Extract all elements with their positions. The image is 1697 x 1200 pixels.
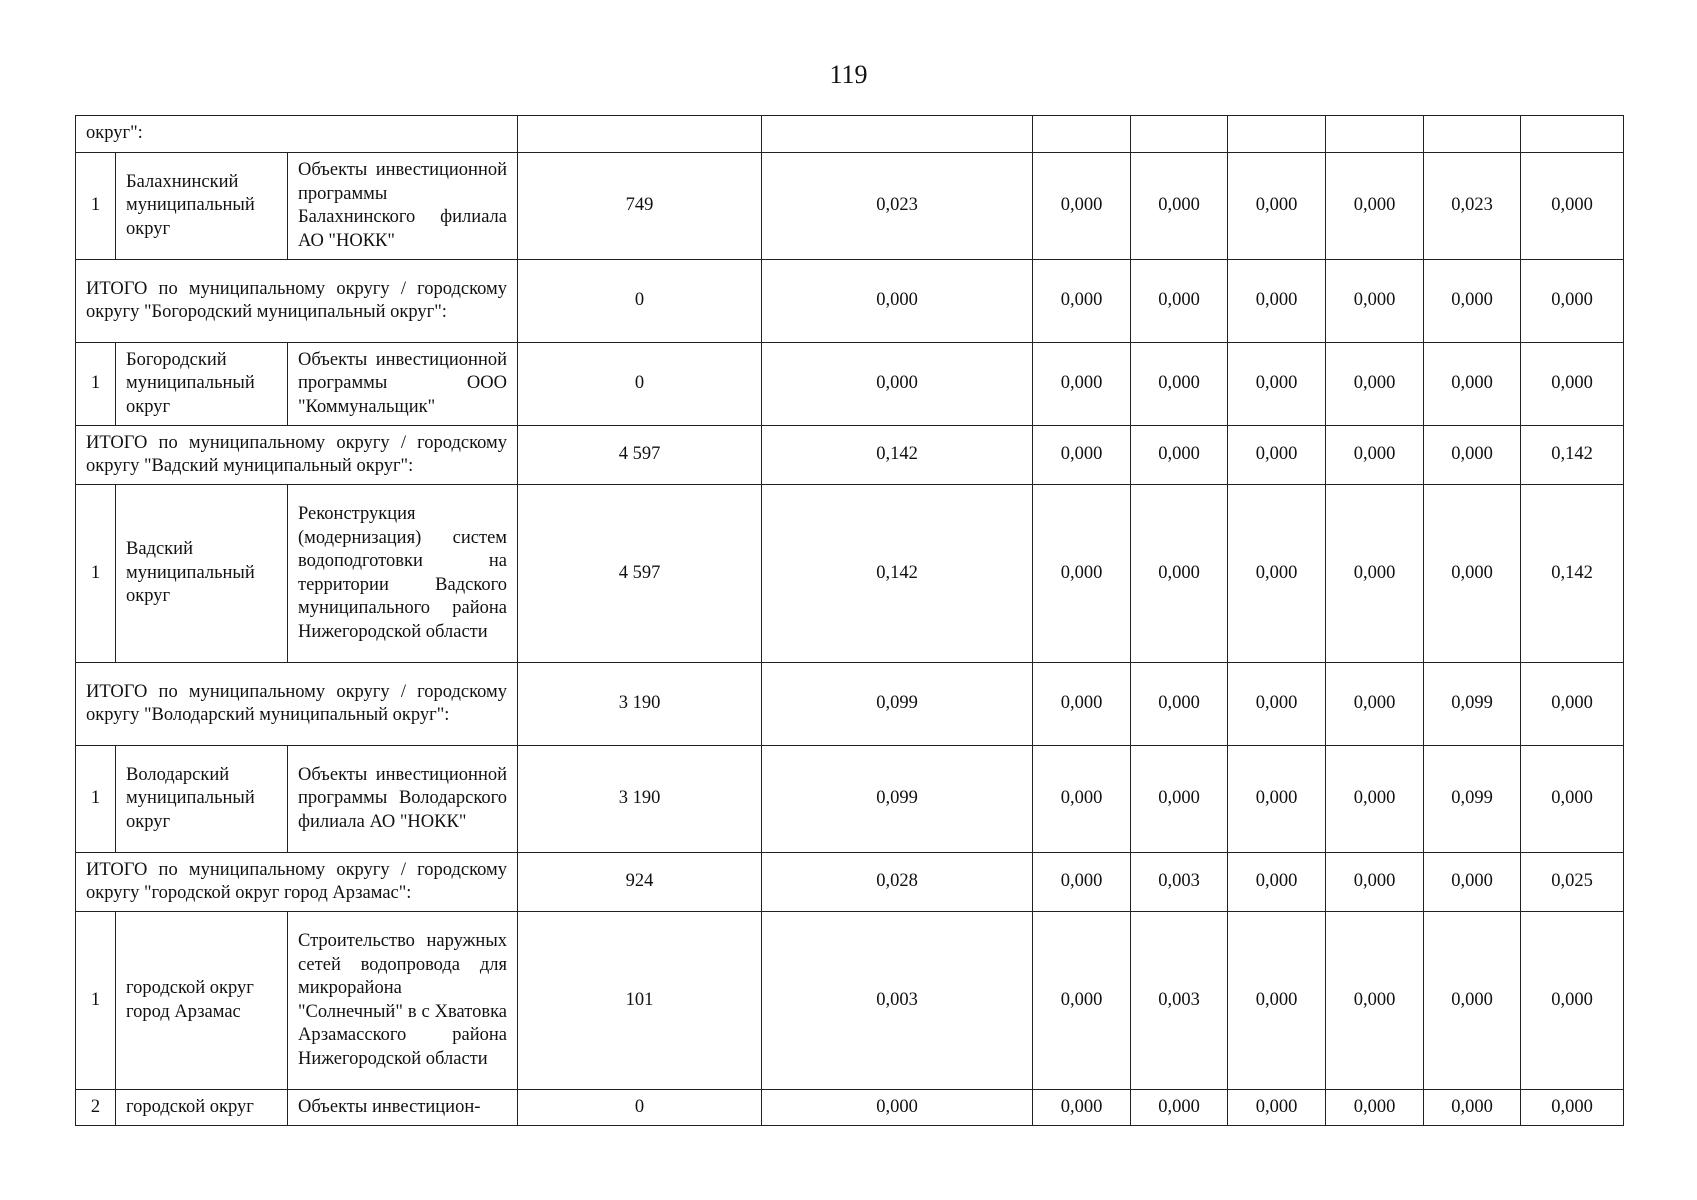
value-cell: 0,000 <box>1521 746 1624 853</box>
page-number: 119 <box>829 60 868 89</box>
value-cell: 0,000 <box>1033 343 1131 426</box>
value-cell <box>518 116 762 153</box>
row-index: 1 <box>76 343 116 426</box>
value-cell: 924 <box>518 853 762 912</box>
value-cell: 0,000 <box>1033 485 1131 663</box>
value-cell: 0,000 <box>1033 426 1131 485</box>
value-cell: 0,000 <box>1131 260 1228 343</box>
value-cell: 0,099 <box>1424 746 1521 853</box>
value-cell: 0,000 <box>1033 746 1131 853</box>
value-cell: 0 <box>518 260 762 343</box>
value-cell: 3 190 <box>518 746 762 853</box>
value-cell: 0,000 <box>762 343 1033 426</box>
value-cell: 0,023 <box>1424 153 1521 260</box>
value-cell: 0,000 <box>1326 426 1424 485</box>
value-cell: 0,000 <box>1424 1090 1521 1126</box>
value-cell: 0,000 <box>1228 1090 1326 1126</box>
value-cell <box>1424 116 1521 153</box>
value-cell: 0,003 <box>1131 912 1228 1090</box>
value-cell <box>1131 116 1228 153</box>
value-cell: 0,000 <box>1521 153 1624 260</box>
total-row <box>76 663 1624 746</box>
value-cell: 0,000 <box>1131 426 1228 485</box>
total-label: ИТОГО по муниципальному округу / городскому округу "Вадский муниципальный округ": <box>76 426 518 485</box>
value-cell: 0,000 <box>1228 746 1326 853</box>
value-cell: 0,000 <box>1424 426 1521 485</box>
value-cell <box>762 116 1033 153</box>
value-cell: 0,000 <box>1228 663 1326 746</box>
total-label: округ": <box>76 116 518 153</box>
value-cell: 0,000 <box>1326 153 1424 260</box>
value-cell: 0,000 <box>1228 912 1326 1090</box>
district-name: Володарский муниципальный округ <box>116 746 288 853</box>
value-cell <box>1521 116 1624 153</box>
value-cell: 0,099 <box>762 663 1033 746</box>
value-cell: 0,142 <box>1521 426 1624 485</box>
total-row <box>76 116 1624 153</box>
value-cell: 0,000 <box>1326 853 1424 912</box>
value-cell <box>1326 116 1424 153</box>
table-row <box>76 912 1624 1090</box>
total-row <box>76 260 1624 343</box>
value-cell: 0,000 <box>1131 1090 1228 1126</box>
total-label: ИТОГО по муниципальному округу / городскому округу "Богородский муниципальный округ": <box>76 260 518 343</box>
district-name: Балахнинский муниципальный округ <box>116 153 288 260</box>
value-cell: 0,003 <box>1131 853 1228 912</box>
value-cell: 0,099 <box>762 746 1033 853</box>
value-cell: 0,000 <box>1326 746 1424 853</box>
table-row <box>76 746 1624 853</box>
value-cell: 4 597 <box>518 426 762 485</box>
value-cell: 0,142 <box>762 485 1033 663</box>
value-cell: 0,000 <box>1131 663 1228 746</box>
value-cell: 0,000 <box>1424 260 1521 343</box>
total-label: ИТОГО по муниципальному округу / городскому округу "городской округ город Арзамас": <box>76 853 518 912</box>
value-cell: 0,000 <box>762 1090 1033 1126</box>
district-name: городской округ город Арзамас <box>116 912 288 1090</box>
value-cell: 0,000 <box>1033 260 1131 343</box>
value-cell: 0,028 <box>762 853 1033 912</box>
value-cell: 0,142 <box>1521 485 1624 663</box>
value-cell: 0,000 <box>1228 485 1326 663</box>
value-cell: 0,000 <box>1326 485 1424 663</box>
value-cell: 0,000 <box>1033 853 1131 912</box>
value-cell: 4 597 <box>518 485 762 663</box>
value-cell: 0,000 <box>1326 663 1424 746</box>
value-cell: 0,000 <box>1033 153 1131 260</box>
total-row <box>76 426 1624 485</box>
value-cell: 0,000 <box>1424 853 1521 912</box>
value-cell: 0,000 <box>1033 663 1131 746</box>
value-cell: 0,000 <box>1228 426 1326 485</box>
value-cell: 0,000 <box>1424 343 1521 426</box>
value-cell <box>1228 116 1326 153</box>
district-name: Богородский муниципальный округ <box>116 343 288 426</box>
value-cell: 0,000 <box>1228 853 1326 912</box>
table-row <box>76 343 1624 426</box>
row-index: 2 <box>76 1090 116 1126</box>
value-cell: 0,000 <box>1326 260 1424 343</box>
value-cell: 0,000 <box>1424 485 1521 663</box>
row-index: 1 <box>76 485 116 663</box>
value-cell: 0,000 <box>1521 343 1624 426</box>
value-cell: 0,000 <box>1033 912 1131 1090</box>
table-row <box>76 485 1624 663</box>
value-cell: 0,000 <box>1131 343 1228 426</box>
value-cell: 0,000 <box>1424 912 1521 1090</box>
value-cell: 0 <box>518 1090 762 1126</box>
object-description: Объекты инвестиционной программы Балахнинского филиала АО "НОКК" <box>288 153 518 260</box>
value-cell: 0,000 <box>1521 663 1624 746</box>
value-cell: 0,000 <box>762 260 1033 343</box>
row-index: 1 <box>76 153 116 260</box>
table-row <box>76 153 1624 260</box>
value-cell: 0,000 <box>1228 343 1326 426</box>
table-row <box>76 1090 1624 1126</box>
value-cell: 0,000 <box>1326 343 1424 426</box>
value-cell: 0,000 <box>1326 912 1424 1090</box>
value-cell: 0,023 <box>762 153 1033 260</box>
value-cell: 3 190 <box>518 663 762 746</box>
row-index: 1 <box>76 912 116 1090</box>
value-cell: 0,000 <box>1521 912 1624 1090</box>
row-index: 1 <box>76 746 116 853</box>
value-cell: 0,000 <box>1131 746 1228 853</box>
value-cell <box>1033 116 1131 153</box>
value-cell: 0,000 <box>1228 260 1326 343</box>
value-cell: 0,099 <box>1424 663 1521 746</box>
value-cell: 0,003 <box>762 912 1033 1090</box>
value-cell: 0,000 <box>1521 260 1624 343</box>
total-row <box>76 853 1624 912</box>
district-name: Вадский муниципальный округ <box>116 485 288 663</box>
value-cell: 0,000 <box>1033 1090 1131 1126</box>
value-cell: 0,000 <box>1228 153 1326 260</box>
value-cell: 0,025 <box>1521 853 1624 912</box>
value-cell: 0,142 <box>762 426 1033 485</box>
value-cell: 0,000 <box>1326 1090 1424 1126</box>
value-cell: 0,000 <box>1521 1090 1624 1126</box>
object-description: Строительство наружных сетей водопровода для микрорайона "Солнечный" в с Хватовка Арзамасского района Нижегородской области <box>288 912 518 1090</box>
value-cell: 749 <box>518 153 762 260</box>
object-description: Объекты инвестиционной программы ООО "Коммунальщик" <box>288 343 518 426</box>
value-cell: 0 <box>518 343 762 426</box>
data-table <box>75 115 1624 1126</box>
value-cell: 101 <box>518 912 762 1090</box>
value-cell: 0,000 <box>1131 153 1228 260</box>
district-name: городской округ <box>116 1090 288 1126</box>
total-label: ИТОГО по муниципальному округу / городскому округу "Володарский муниципальный округ": <box>76 663 518 746</box>
object-description: Реконструкция (модернизация) систем водоподготовки на территории Вадского муниципального района Нижегородской области <box>288 485 518 663</box>
object-description: Объекты инвестиционной программы Володарского филиала АО "НОКК" <box>288 746 518 853</box>
object-description: Объекты инвестицион- <box>288 1090 518 1126</box>
value-cell: 0,000 <box>1131 485 1228 663</box>
